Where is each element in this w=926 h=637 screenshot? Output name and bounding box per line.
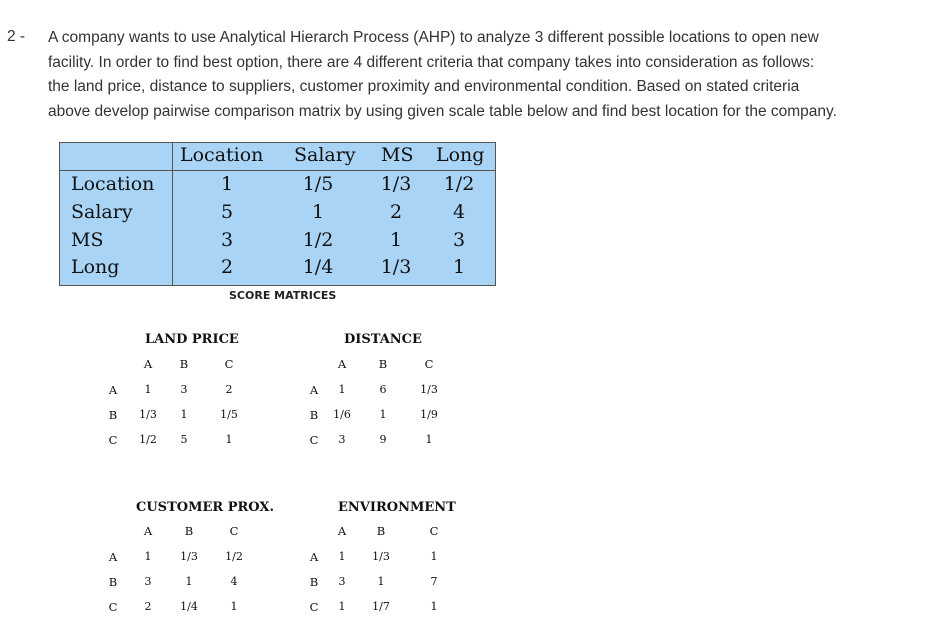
question-line: above develop pairwise comparison matrix by using given scale table below and find best location for the company.	[48, 102, 837, 120]
score-cell: 1	[338, 550, 346, 563]
criteria-cell: 2	[220, 256, 234, 278]
score-cell: 1	[225, 433, 233, 446]
question-text	[48, 26, 924, 124]
score-cell: 1	[430, 600, 438, 613]
score-matrix-title: CUSTOMER PROX.	[136, 500, 274, 515]
criteria-cell: 1	[452, 256, 466, 278]
score-cell: 5	[180, 433, 188, 446]
criteria-cell: 1/3	[380, 173, 412, 195]
score-cell: 1/2	[225, 550, 243, 563]
criteria-cell: 1/5	[302, 173, 334, 195]
question-line: facility. In order to find best option, there are 4 different criteria that company takes into consideration as follows:	[48, 53, 815, 71]
score-row-label: C	[309, 433, 319, 447]
score-row-label: B	[309, 575, 319, 589]
criteria-cell: 2	[389, 201, 403, 223]
score-matrix-title: LAND PRICE	[145, 332, 239, 347]
score-cell: 1/3	[372, 550, 390, 563]
matrix-divider	[60, 170, 495, 171]
score-column-header: C	[224, 357, 234, 371]
criteria-cell: 1/2	[443, 173, 475, 195]
score-column-header: C	[429, 524, 439, 538]
matrix-divider	[172, 143, 173, 285]
score-matrices-title: SCORE MATRICES	[229, 289, 337, 302]
score-column-header: A	[143, 357, 153, 371]
score-cell: 4	[230, 575, 238, 588]
score-row-label: C	[108, 600, 118, 614]
score-cell: 1/7	[372, 600, 390, 613]
criteria-row-label: Salary	[71, 201, 133, 223]
score-row-label: B	[309, 408, 319, 422]
score-cell: 2	[144, 600, 152, 613]
score-column-header: C	[424, 357, 434, 371]
score-column-header: B	[184, 524, 194, 538]
score-row-label: A	[108, 550, 118, 564]
score-cell: 1	[377, 575, 385, 588]
criteria-column-header: Location	[180, 144, 264, 166]
criteria-cell: 1	[389, 229, 403, 251]
criteria-row-label: Long	[71, 256, 120, 278]
score-row-label: A	[108, 383, 118, 397]
criteria-row-label: Location	[71, 173, 155, 195]
criteria-column-header: MS	[381, 144, 414, 166]
score-row-label: B	[108, 575, 118, 589]
score-cell: 1	[144, 383, 152, 396]
score-matrices-image	[95, 320, 505, 635]
criteria-cell: 5	[220, 201, 234, 223]
score-cell: 1/9	[420, 408, 438, 421]
criteria-column-header: Long	[436, 144, 485, 166]
score-cell: 1	[185, 575, 193, 588]
criteria-cell: 3	[452, 229, 466, 251]
score-column-header: B	[378, 357, 388, 371]
score-column-header: A	[337, 357, 347, 371]
score-cell: 7	[430, 575, 438, 588]
question-number: 2 -	[7, 28, 26, 45]
criteria-column-header: Salary	[294, 144, 356, 166]
score-cell: 1	[430, 550, 438, 563]
score-cell: 1/6	[333, 408, 351, 421]
score-row-label: A	[309, 550, 319, 564]
score-matrix-title: DISTANCE	[344, 332, 422, 347]
score-cell: 1	[230, 600, 238, 613]
score-cell: 3	[180, 383, 188, 396]
score-row-label: B	[108, 408, 118, 422]
score-cell: 1	[379, 408, 387, 421]
score-cell: 1/4	[180, 600, 198, 613]
question-line: A company wants to use Analytical Hierarch Process (AHP) to analyze 3 different possible locations to open new	[48, 29, 819, 46]
score-cell: 9	[379, 433, 387, 446]
criteria-comparison-matrix	[59, 142, 496, 286]
score-cell: 3	[338, 575, 346, 588]
criteria-cell: 1/3	[380, 256, 412, 278]
score-row-label: C	[309, 600, 319, 614]
score-cell: 1	[144, 550, 152, 563]
score-column-header: B	[376, 524, 386, 538]
question-line: the land price, distance to suppliers, customer proximity and environmental condition. Based on stated criteria	[48, 78, 800, 95]
score-column-header: C	[229, 524, 239, 538]
score-row-label: C	[108, 433, 118, 447]
criteria-cell: 4	[452, 201, 466, 223]
score-cell: 1	[338, 600, 346, 613]
score-cell: 3	[144, 575, 152, 588]
score-cell: 1/3	[139, 408, 157, 421]
score-cell: 1/3	[420, 383, 438, 396]
score-cell: 1	[425, 433, 433, 446]
criteria-cell: 1/4	[302, 256, 334, 278]
criteria-cell: 1/2	[302, 229, 334, 251]
score-column-header: A	[337, 524, 347, 538]
criteria-row-label: MS	[71, 229, 104, 251]
score-row-label: A	[309, 383, 319, 397]
criteria-cell: 3	[220, 229, 234, 251]
score-cell: 1/3	[180, 550, 198, 563]
score-cell: 1	[180, 408, 188, 421]
score-cell: 3	[338, 433, 346, 446]
score-matrix-title: ENVIRONMENT	[338, 500, 456, 515]
score-cell: 6	[379, 383, 387, 396]
score-column-header: B	[179, 357, 189, 371]
score-cell: 1/2	[139, 433, 157, 446]
criteria-cell: 1	[311, 201, 325, 223]
score-cell: 1/5	[220, 408, 238, 421]
score-cell: 2	[225, 383, 233, 396]
criteria-cell: 1	[220, 173, 234, 195]
score-cell: 1	[338, 383, 346, 396]
score-column-header: A	[143, 524, 153, 538]
